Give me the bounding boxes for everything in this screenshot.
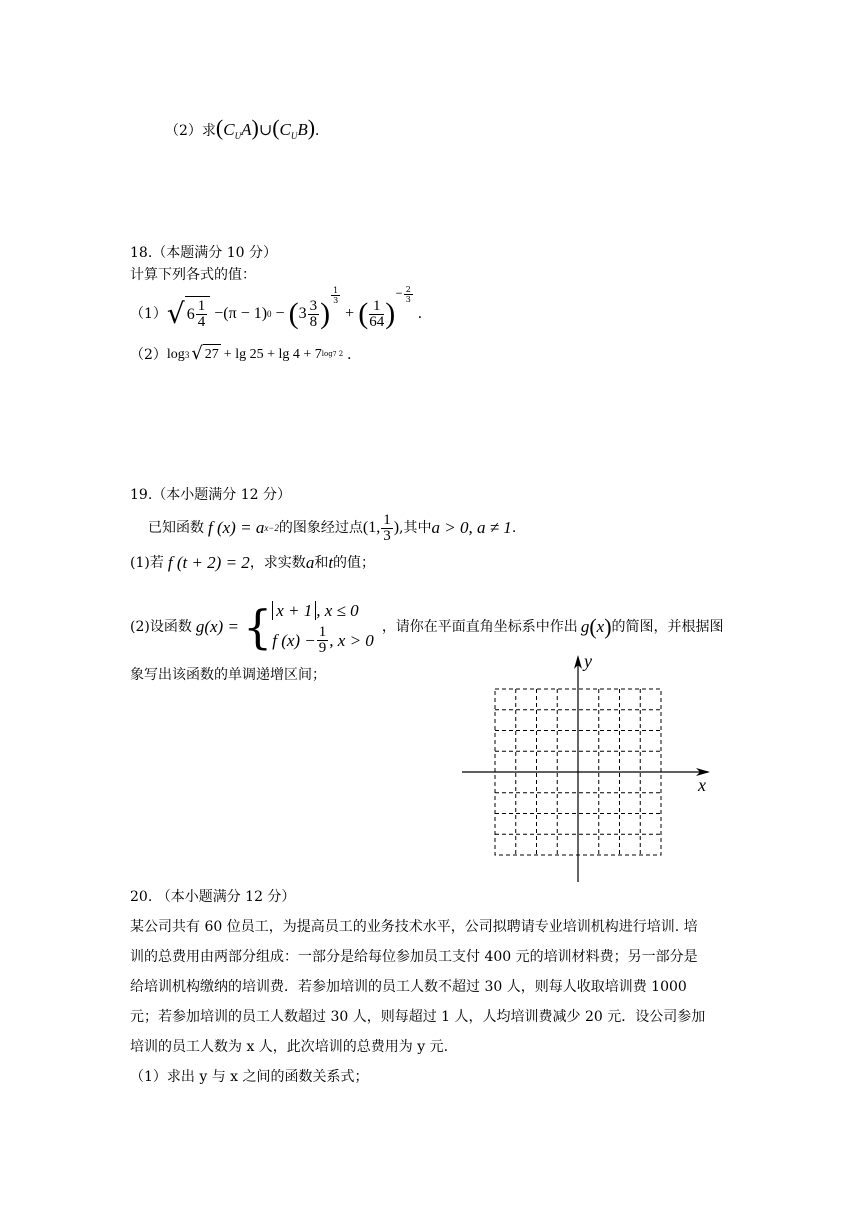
q18-intro: 计算下列各式的值：	[130, 267, 256, 283]
q18-part1: （1） √ 6 $\frac{1}{4}$ −(π − 1) 0 − ( 3 $\frac{3}{8}$ ) $\frac{1}{3}$ + ( $\frac{1}{64}$ ) − $\frac{2}{3}$ .	[130, 284, 422, 330]
q19-part1: (1)若 f (t + 2) = 2 ，求实数 a 和 t 的值；	[130, 553, 376, 572]
q19-part2: (2)设函数 g(x) = { x + 1 , x ≤ 0 f (x) − $\frac{1}{9}$ , x > 0 ，请你在平面直角坐标系中作出 g ( x ) 的简图，并根据图	[130, 600, 724, 656]
q17-part2: （2）求$(C_UA)\cup(C_UB)$.	[165, 115, 320, 141]
piecewise-cases: x + 1 , x ≤ 0 f (x) − $\frac{1}{9}$ , x > 0	[272, 601, 374, 656]
q20-line3: 给培训机构缴纳的培训费．若参加培训的员工人数不超过 30 人，则每人收取培训费 1000	[130, 979, 687, 995]
q20-line2: 训的总费用由两部分组成：一部分是给每位参加员工支付 400 元的培训材料费；另一部分是	[130, 949, 698, 965]
q20-header: 20. （本小题满分 12 分）	[130, 889, 296, 905]
coordinate-grid	[458, 653, 718, 885]
q18-header: 18.（本题满分 10 分）	[130, 245, 277, 261]
q18-part2: （2） log 3 √ 27 + lg 25 + lg 4 + 7 log7 2 .	[130, 343, 352, 364]
q20-line5: 培训的员工人数为 x 人，此次培训的总费用为 y 元.	[130, 1039, 449, 1055]
q20-line4: 元；若参加培训的员工人数超过 30 人，则每超过 1 人，人均培训费减少 20 元．设公司参加	[130, 1009, 706, 1025]
axes	[462, 657, 708, 882]
q20-part1: （1）求出 y 与 x 之间的函数关系式；	[130, 1069, 369, 1085]
y-axis-label: y	[584, 653, 592, 671]
q19-part2-line2: 象写出该函数的单调递增区间；	[130, 667, 326, 683]
q19-intro: 已知函数 f (x) = a x−2 的图象经过点 (1, $\frac{1}{3}$ ) ,其中 a > 0, a ≠ 1 .	[148, 511, 517, 544]
sqrt-expression: √ 6 $\frac{1}{4}$	[167, 296, 210, 332]
x-axis-label: x	[698, 775, 706, 795]
q20-line1: 某公司共有 60 位员工，为提高员工的业务技术水平，公司拟聘请专业培训机构进行培训. 培	[130, 919, 698, 935]
q19-header: 19.（本小题满分 12 分）	[130, 487, 291, 503]
